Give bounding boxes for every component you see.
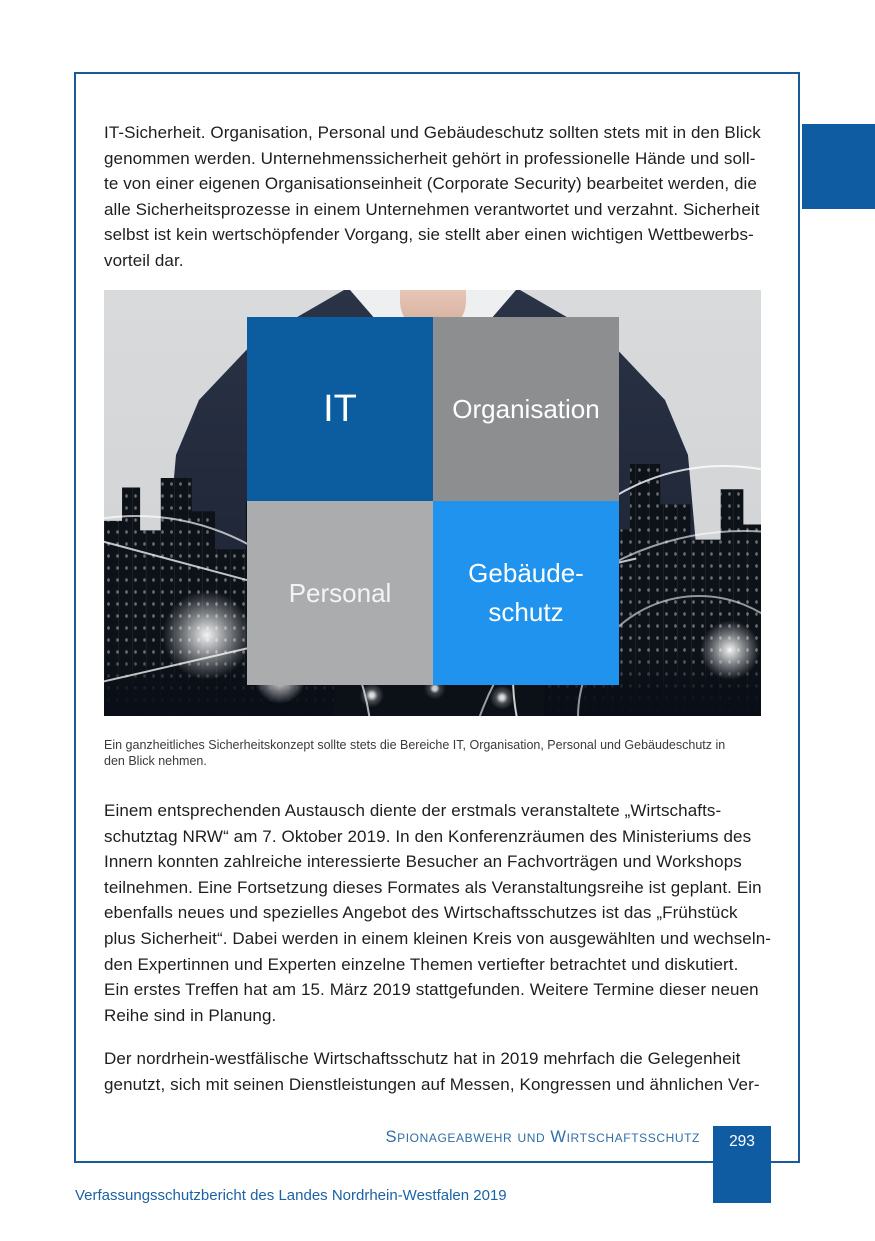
security-quadrant-grid xyxy=(247,317,619,685)
paragraph-it-sicherheit: IT-Sicherheit. Organisation, Personal und Gebäudeschutz sollten stets mit in den Blick genommen werden. Unternehmenssicherheit gehört in professionelle Hände und soll- te von einer eigenen Organisationseinheit (Corporate Security) bearbeitet werden, die alle Sicherheitsprozesse in einem Unternehmen verantwortet und verzahnt. Sicherheit selbst ist kein wertschöpfender Vorgang, sie stellt aber einen wichtigen Wettbewerbs- vorteil dar. xyxy=(104,123,761,270)
quadrant-gebaeudeschutz: Gebäude- schutz xyxy=(433,501,619,685)
light-flare xyxy=(162,590,252,680)
figure-caption: Ein ganzheitliches Sicherheitskonzept sollte stets die Bereiche IT, Organisation, Personal und Gebäudeschutz in den Blick nehmen. xyxy=(104,738,726,768)
light-flare xyxy=(700,620,760,680)
quadrant-it: IT xyxy=(247,317,433,501)
page-number-badge: 293 xyxy=(713,1126,771,1203)
paragraph-wirtschaftsschutztag: Einem entsprechenden Austausch diente der erstmals veranstaltete „Wirtschafts- schutztag NRW“ am 7. Oktober 2019. In den Konferenzräumen des Ministeriums des Innern konnten zahlreiche interessierte Besucher an Fachvorträgen und Workshops teilnehmen. Eine Fortsetzung dieses Formates als Veranstaltungsreihe ist geplant. Ein ebenfalls neues und spezielles Angebot des Wirtschaftsschutzes ist das „Frühstück plus Sicherheit“. Dabei werden in einem kleinen Kreis von ausgewählten und wechseln- den Expertinnen und Experten einzelne Themen vertiefter betrachtet und diskutiert. Ein erstes Treffen hat am 15. März 2019 stattgefunden. Weitere Termine dieser neuen Reihe sind in Planung. xyxy=(104,801,772,1025)
figure-image xyxy=(104,290,761,716)
paragraph-messen: Der nordrhein-westfälische Wirtschaftsschutz hat in 2019 mehrfach die Gelegenheit genutzt, sich mit seinen Dienstleistungen auf Messen, Kongressen und ähnlichen Ver- xyxy=(104,1049,760,1094)
quadrant-organisation: Organisation xyxy=(433,317,619,501)
chapter-edge-tab xyxy=(802,124,875,209)
report-footer-title: Verfassungsschutzbericht des Landes Nordrhein-Westfalen 2019 xyxy=(75,1187,507,1204)
footer-section-title: Spionageabwehr und Wirtschaftsschutz xyxy=(385,1128,700,1146)
quadrant-personal: Personal xyxy=(247,501,433,685)
